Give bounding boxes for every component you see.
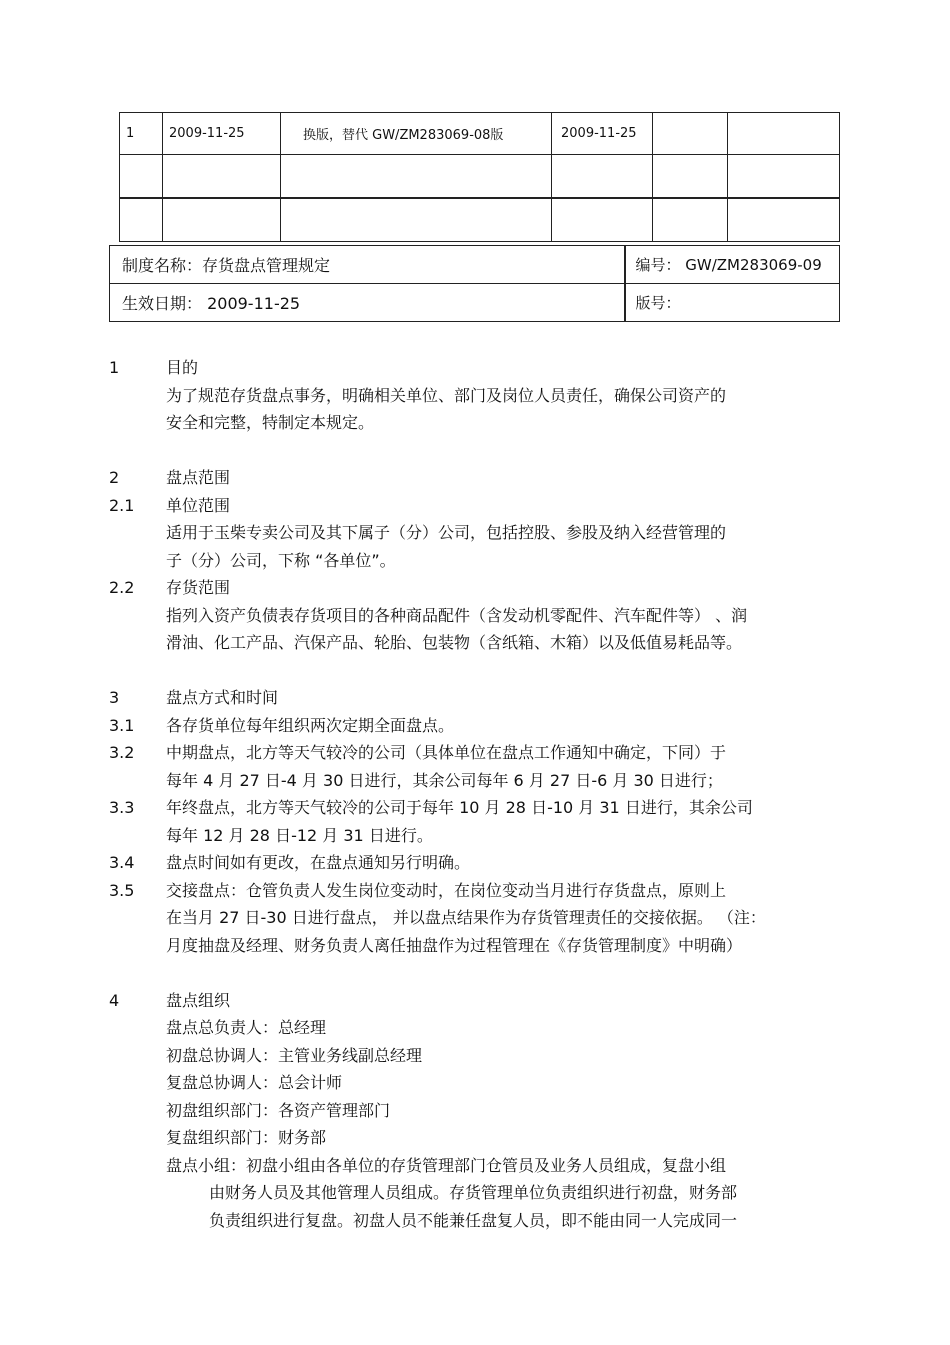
section-title: 存货范围: [166, 578, 231, 597]
section-number: 2: [109, 468, 120, 487]
rev-cell: [653, 155, 728, 199]
paragraph-text: 初盘组织部门：各资产管理部门: [166, 1100, 391, 1120]
rev-date: [163, 155, 281, 199]
paragraph-line: [0, 904, 950, 932]
numbered-item: [0, 877, 950, 905]
paragraph-text: 年终盘点，北方等天气较冷的公司于每年 10 月 28 日-10 月 31 日进行，其余公司: [166, 798, 753, 817]
paragraph-text: 盘点总负责人：总经理: [166, 1018, 327, 1037]
table-row: [120, 198, 840, 242]
version-number: 版号：: [625, 284, 840, 322]
paragraph-line: [0, 1179, 950, 1207]
paragraph-text: 子（分）公司，下称 “各单位”。: [166, 550, 396, 570]
section-heading: [0, 987, 950, 1015]
section-title: 盘点组织: [166, 990, 231, 1010]
paragraph-line: [0, 822, 950, 850]
regulation-name: 制度名称：存货盘点管理规定: [110, 246, 625, 284]
rev-cell: [653, 198, 728, 242]
section-title: 单位范围: [166, 495, 231, 515]
effective-date: 生效日期： 2009-11-25: [110, 284, 625, 322]
section-title: 盘点方式和时间: [166, 688, 279, 707]
rev-cell: [728, 113, 840, 155]
table-row: [120, 113, 840, 155]
rev-desc: 换版，替代 GW/ZM283069-08版: [281, 113, 552, 155]
paragraph-line: [0, 1014, 950, 1042]
paragraph-text: 盘点小组：初盘小组由各单位的存货管理部门仓管员及业务人员组成，复盘小组: [166, 1155, 727, 1175]
paragraph-text: 每年 12 月 28 日-12 月 31 日进行。: [166, 825, 433, 845]
section-number: 3.1: [109, 715, 135, 735]
paragraph-text: 由财务人员及其他管理人员组成。存货管理单位负责组织进行初盘，财务部: [209, 1183, 738, 1202]
paragraph-line: [0, 602, 950, 630]
paragraph-text: 适用于玉柴专卖公司及其下属子（分）公司，包括控股、参股及纳入经营管理的: [166, 523, 727, 542]
paragraph-text: 负责组织进行复盘。初盘人员不能兼任盘复人员，即不能由同一人完成同一: [209, 1210, 738, 1230]
paragraph-text: 在当月 27 日-30 日进行盘点， 并以盘点结果作为存货管理责任的交接依据。 （注：: [166, 908, 766, 927]
paragraph-text: 交接盘点：仓管负责人发生岗位变动时，在岗位变动当月进行存货盘点，原则上: [166, 880, 727, 900]
rev-no: [120, 155, 163, 199]
numbered-item: [0, 739, 950, 767]
numbered-item: [0, 849, 950, 877]
paragraph-line: [0, 1069, 950, 1097]
numbered-item: [0, 794, 950, 822]
paragraph-text: 各存货单位每年组织两次定期全面盘点。: [166, 715, 455, 735]
rev-cell: [728, 198, 840, 242]
section-number: 3: [109, 688, 120, 707]
paragraph-text: 安全和完整，特制定本规定。: [166, 413, 375, 432]
rev-cell: [653, 113, 728, 155]
paragraph-text: 中期盘点，北方等天气较冷的公司（具体单位在盘点工作通知中确定，下同）于: [166, 743, 727, 762]
paragraph-text: 指列入资产负债表存货项目的各种商品配件（含发动机零配件、汽车配件等） 、润: [166, 605, 748, 625]
paragraph-line: [0, 547, 950, 575]
document-body: [0, 354, 950, 1234]
paragraph-text: 月度抽盘及经理、财务负责人离任抽盘作为过程管理在《存货管理制度》中明确）: [166, 935, 743, 955]
subsection-heading: [0, 492, 950, 520]
paragraph-text: 滑油、化工产品、汽保产品、轮胎、包装物（含纸箱、木箱）以及低值易耗品等。: [166, 633, 743, 652]
table-row: [110, 246, 840, 284]
paragraph-text: 复盘组织部门：财务部: [166, 1128, 327, 1147]
paragraph-line: [0, 932, 950, 960]
paragraph-line: [0, 382, 950, 410]
section-number: 2.1: [109, 495, 135, 515]
rev-cell: [728, 155, 840, 199]
subsection-heading: [0, 574, 950, 602]
document-code: 编号： GW/ZM283069-09: [625, 246, 840, 284]
rev-desc: [281, 155, 552, 199]
paragraph-line: [0, 1097, 950, 1125]
section-heading: [0, 464, 950, 492]
numbered-item: [0, 712, 950, 740]
section-heading: [0, 684, 950, 712]
paragraph-line: [0, 409, 950, 437]
section-number: 4: [109, 990, 120, 1010]
rev-date2: [552, 198, 653, 242]
table-row: [110, 284, 840, 322]
paragraph-text: 每年 4 月 27 日-4 月 30 日进行，其余公司每年 6 月 27 日-6 月 30 日进行；: [166, 770, 723, 790]
paragraph-line: [0, 629, 950, 657]
rev-date: [163, 198, 281, 242]
section-title: 目的: [166, 358, 199, 377]
revision-table: [119, 112, 840, 242]
paragraph-text: 盘点时间如有更改，在盘点通知另行明确。: [166, 853, 471, 872]
paragraph-text: 为了规范存货盘点事务，明确相关单位、部门及岗位人员责任，确保公司资产的: [166, 385, 727, 405]
paragraph-line: [0, 519, 950, 547]
paragraph-line: [0, 1207, 950, 1235]
section-number: 1: [109, 358, 120, 377]
paragraph-line: [0, 1042, 950, 1070]
paragraph-line: [0, 1124, 950, 1152]
document-header-table: [109, 245, 840, 322]
paragraph-text: 复盘总协调人：总会计师: [166, 1073, 343, 1092]
section-heading: [0, 354, 950, 382]
rev-date2: 2009-11-25: [552, 113, 653, 155]
section-number: 3.4: [109, 853, 135, 872]
section-number: 2.2: [109, 578, 135, 597]
section-number: 3.3: [109, 798, 135, 817]
rev-no: [120, 198, 163, 242]
paragraph-line: [0, 767, 950, 795]
section-title: 盘点范围: [166, 468, 231, 487]
rev-desc: [281, 198, 552, 242]
rev-date: 2009-11-25: [163, 113, 281, 155]
paragraph-line: [0, 1152, 950, 1180]
section-number: 3.5: [109, 880, 135, 900]
section-number: 3.2: [109, 743, 135, 762]
table-row: [120, 155, 840, 199]
paragraph-text: 初盘总协调人：主管业务线副总经理: [166, 1045, 423, 1065]
rev-no: 1: [120, 113, 163, 155]
rev-date2: [552, 155, 653, 199]
